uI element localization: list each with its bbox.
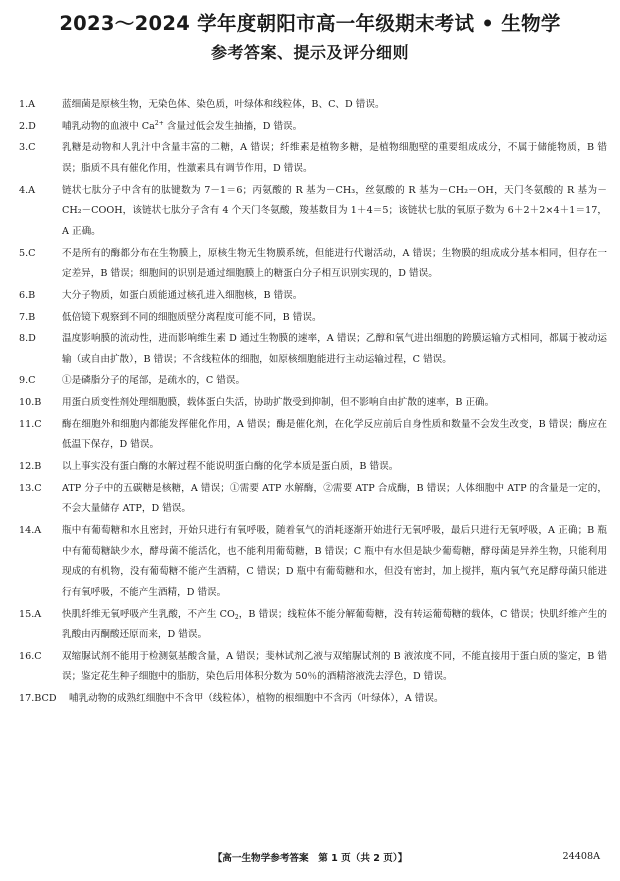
answer-item <box>19 647 607 688</box>
answer-text-part: ，B 错误；线粒体不能分解葡萄糖，没有转运葡萄糖的载体，C 错误；快肌纤维产生的乳酸由丙酮酸还原而来，D 错误。 <box>62 608 607 641</box>
answer-explanation: ATP 分子中的五碳糖是核糖，A 错误；①需要 ATP 水解酶，②需要 ATP 合成酶，B 错误；人体细胞中 ATP 的含量是一定的，不会大量储存 ATP，D 错误。 <box>62 482 607 515</box>
answer-number: 5.C <box>19 247 36 259</box>
answer-number: 15.A <box>19 608 42 620</box>
answer-number: 16.C <box>19 650 42 662</box>
answer-explanation <box>62 605 607 646</box>
answer-number: 2.D <box>19 120 36 132</box>
answer-number: 9.C <box>19 375 36 387</box>
subscript: 2 <box>234 613 239 621</box>
answer-item <box>19 308 607 329</box>
answer-number: 4.A <box>19 184 36 196</box>
answer-explanation: 不是所有的酶都分布在生物膜上，原核生物无生物膜系统，但能进行代谢活动，A 错误；生物膜的组成成分基本相同，但存在一定差异，B 错误；细胞间的识别是通过细胞膜上的糖蛋白分子相互识别实现的，D 错误。 <box>62 247 607 280</box>
answer-explanation: 蓝细菌是原核生物，无染色体、染色质，叶绿体和线粒体，B、C、D 错误。 <box>62 99 385 110</box>
answer-number: 13.C <box>19 482 42 494</box>
answer-item <box>19 117 607 138</box>
answer-number: 12.B <box>19 461 42 473</box>
answer-explanation: 乳糖是动物和人乳汁中含量丰富的二糖，A 错误；纤维素是植物多糖，是植物细胞壁的重要组成成分，不属于储能物质，B 错误；脂质不具有催化作用，性激素具有调节作用，D 错误。 <box>62 142 607 174</box>
answer-list <box>19 95 607 711</box>
answer-item <box>19 415 607 456</box>
answer-item <box>19 457 607 478</box>
answer-explanation: 以上事实没有蛋白酶的水解过程不能说明蛋白酶的化学本质是蛋白质，B 错误。 <box>62 461 399 473</box>
answer-item <box>19 479 607 520</box>
answer-explanation: 用蛋白质变性剂处理细胞膜，载体蛋白失活，协助扩散受到抑制，但不影响自由扩散的速率，B 正确。 <box>62 397 495 409</box>
answer-explanation: 瓶中有葡萄糖和水且密封，开始只进行有氧呼吸，随着氧气的消耗逐渐开始进行无氧呼吸，最后只进行无氧呼吸，A 正确；B 瓶中有葡萄糖缺少水，酵母菌不能活化，也不能利用葡萄糖，B 错误；C 瓶中有水但是缺少葡萄糖，酵母菌是异养生物，只能利用现成的有机物，没有葡萄糖不能产生酒精，C 错误；D 瓶中有葡萄糖和水，但没有密封，加上搅拌，瓶内氧气充足酵母菌只能进行有氧呼吸，不能产生酒精，D 错误。 <box>62 525 607 598</box>
answer-item <box>19 521 607 603</box>
answer-item <box>19 181 607 243</box>
answer-item <box>19 605 607 646</box>
answer-number: 17.BCD <box>19 693 57 705</box>
answer-explanation: 哺乳动物的成熟红细胞中不含甲（线粒体），植物的根细胞中不含丙（叶绿体），A 错误。 <box>69 693 444 705</box>
answer-explanation: 双缩脲试剂不能用于检测氨基酸含量，A 错误；斐林试剂乙液与双缩脲试剂的 B 液浓度不同，不能直接用于蛋白质的鉴定，B 错误；鉴定花生种子细胞中的脂肪，染色后用体积分数为 50％的酒精溶液洗去浮色，D 错误。 <box>62 650 607 683</box>
answer-item <box>19 244 607 285</box>
answer-explanation: 大分子物质，如蛋白质能通过核孔进入细胞核，B 错误。 <box>62 289 303 301</box>
answer-explanation <box>62 117 607 138</box>
page-title: 2023～2024 学年度朝阳市高一年级期末考试 • 生物学 <box>59 12 561 35</box>
answer-explanation: 低倍镜下观察到不同的细胞质壁分离程度可能不同，B 错误。 <box>62 311 322 323</box>
answer-number: 11.C <box>19 418 42 430</box>
superscript: 2+ <box>154 119 164 127</box>
answer-number: 7.B <box>19 311 36 323</box>
answer-explanation: 链状七肽分子中含有的肽键数为 7－1＝6；丙氨酸的 R 基为－CH₃，丝氨酸的 R 基为－CH₂－OH，天门冬氨酸的 R 基为－CH₂－COOH，该链状七肽分子含有 4 个天门冬氨酸，羧基数目为 1＋4＝5；该链状七肽的氧原子数为 6＋2＋2×4＋1＝17，A 正确。 <box>62 184 607 237</box>
answer-item <box>19 286 607 307</box>
page-subtitle: 参考答案、提示及评分细则 <box>210 43 409 62</box>
paper-code: 24408A <box>562 851 600 862</box>
answer-text-part: 哺乳动物的血液中 Ca <box>62 120 155 132</box>
answer-item <box>19 689 607 710</box>
answer-text-part: 快肌纤维无氧呼吸产生乳酸，不产生 CO <box>62 608 235 620</box>
answer-number: 10.B <box>19 397 42 409</box>
answer-item <box>19 95 607 116</box>
page-footer: 【高一生物学参考答案 第 1 页（共 2 页）】 <box>212 853 408 864</box>
answer-item <box>19 138 607 179</box>
answer-number: 6.B <box>19 289 36 301</box>
answer-explanation: ①是磷脂分子的尾部，是疏水的，C 错误。 <box>62 375 246 387</box>
answer-item <box>19 393 607 414</box>
answer-number: 1.A <box>19 99 36 110</box>
answer-explanation: 酶在细胞外和细胞内都能发挥催化作用，A 错误；酶是催化剂，在化学反应前后自身性质和数量不会发生改变，B 错误；酶应在低温下保存，D 错误。 <box>62 418 607 451</box>
answer-number: 14.A <box>19 525 42 537</box>
answer-number: 8.D <box>19 333 36 345</box>
answer-item <box>19 371 607 392</box>
answer-item <box>19 329 607 370</box>
answer-explanation: 温度影响膜的流动性，进而影响维生素 D 通过生物膜的速率，A 错误；乙醇和氧气进出细胞的跨膜运输方式相同，都属于被动运输（或自由扩散），B 错误；不含线粒体的细胞，如原核细胞能进行主动运输过程，C 错误。 <box>62 333 607 365</box>
answer-text-part: 含量过低会发生抽搐，D 错误。 <box>163 120 303 132</box>
answer-number: 3.C <box>19 142 36 154</box>
